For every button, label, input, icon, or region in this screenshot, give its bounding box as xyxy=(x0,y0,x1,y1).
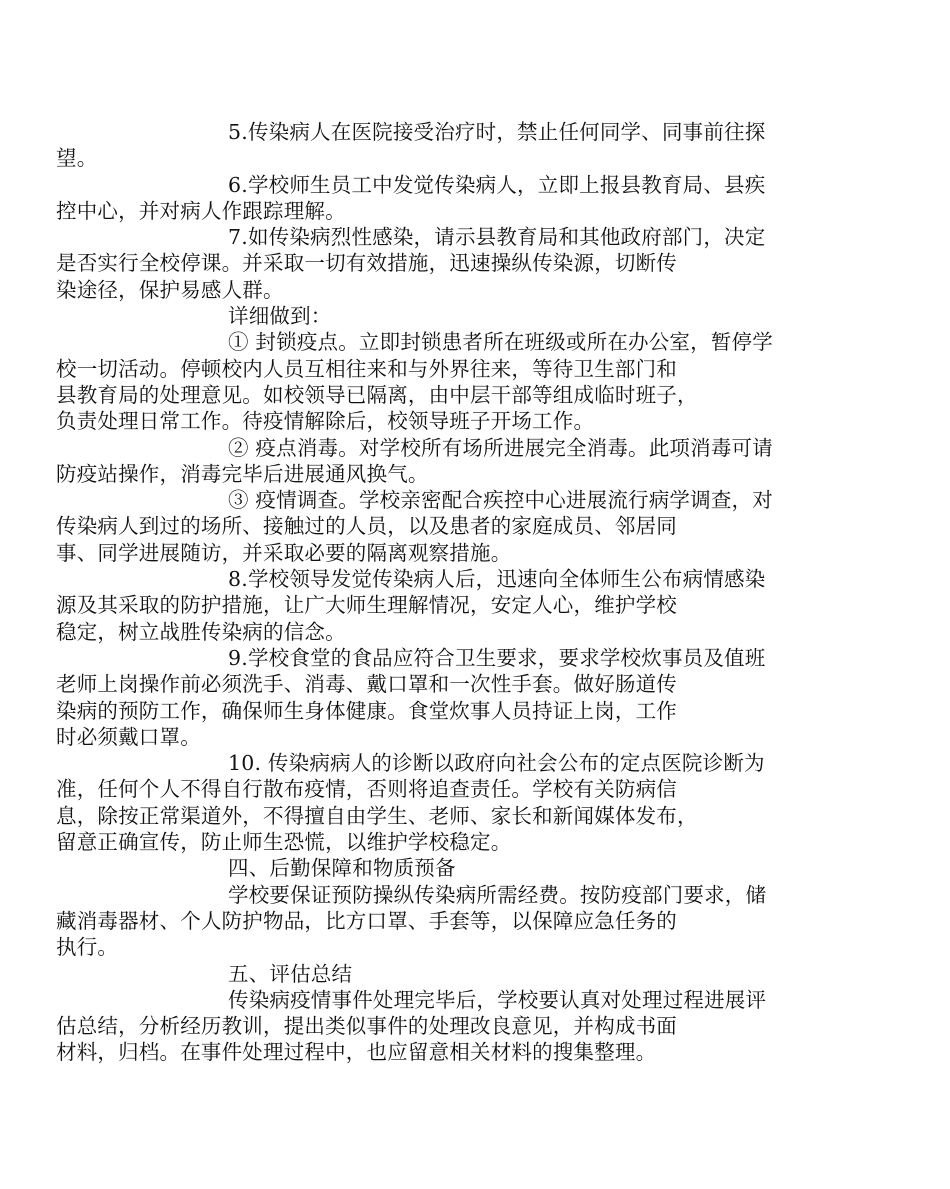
text-line: 事、同学进展随访，并采取必要的隔离观察措施。 xyxy=(56,540,512,565)
text-line: 6.学校师生员工中发觉传染病人，立即上报县教育局、县疾 xyxy=(228,172,766,197)
document-body xyxy=(56,119,816,1066)
text-line: 负责处理日常工作。待疫情解除后，校领导班子开场工作。 xyxy=(56,409,595,434)
text-line: 传染病人到过的场所、接触过的人员，以及患者的家庭成员、邻居同 xyxy=(56,514,677,539)
text-line: 稳定，树立战胜传染病的信念。 xyxy=(56,619,346,644)
paragraph xyxy=(142,303,816,329)
text-line: 藏消毒器材、个人防护物品，比方口罩、手套等，以保障应急任务的 xyxy=(56,908,677,933)
text-line: 9.学校食堂的食品应符合卫生要求，要求学校炊事员及值班 xyxy=(228,645,766,670)
paragraph xyxy=(56,750,816,855)
paragraph xyxy=(56,119,816,172)
text-line: 校一切活动。停顿校内人员互相往来和与外界往来，等待卫生部门和 xyxy=(56,356,677,381)
paragraph xyxy=(56,882,816,961)
text-line: 7.如传染病烈性感染，请示县教育局和其他政府部门，决定 xyxy=(228,225,766,250)
text-line: 8.学校领导发觉传染病人后，迅速向全体师生公布病情感染 xyxy=(228,567,766,592)
paragraph xyxy=(56,172,816,225)
text-line: 染病的预防工作，确保师生身体健康。食堂炊事人员持证上岗，工作 xyxy=(56,698,677,723)
text-line: 控中心，并对病人作跟踪理解。 xyxy=(56,198,346,223)
text-line: ① 封锁疫点。立即封锁患者所在班级或所在办公室，暂停学 xyxy=(228,330,773,355)
text-line: 详细做到： xyxy=(228,304,332,329)
text-line: 防疫站操作，消毒完毕后进展通风换气。 xyxy=(56,461,429,486)
text-line: 染途径，保护易感人群。 xyxy=(56,277,284,302)
paragraph xyxy=(56,566,816,645)
text-line: 五、评估总结 xyxy=(228,961,353,986)
text-line: ② 疫点消毒。对学校所有场所进展完全消毒。此项消毒可请 xyxy=(228,435,773,460)
text-line: 是否实行全校停课。并采取一切有效措施，迅速操纵传染源，切断传 xyxy=(56,251,677,276)
text-line: 留意正确宣传，防止师生恐慌，以维护学校稳定。 xyxy=(56,830,512,855)
paragraph xyxy=(56,329,816,434)
text-line: 10. 传染病病人的诊断以政府向社会公布的定点医院诊断为 xyxy=(228,751,765,776)
text-line: 息，除按正常渠道外，不得擅自由学生、老师、家长和新闻媒体发布， xyxy=(56,803,698,828)
text-line: 望。 xyxy=(56,146,98,171)
paragraph xyxy=(56,987,816,1066)
text-line: 县教育局的处理意见。如校领导已隔离，由中层干部等组成临时班子， xyxy=(56,382,698,407)
text-line: 源及其采取的防护措施，让广大师生理解情况，安定人心，维护学校 xyxy=(56,593,677,618)
text-line: 传染病疫情事件处理完毕后，学校要认真对处理过程进展评 xyxy=(228,987,767,1012)
paragraph xyxy=(56,645,816,750)
text-line: 老师上岗操作前必须洗手、消毒、戴口罩和一次性手套。做好肠道传 xyxy=(56,672,677,697)
paragraph xyxy=(56,435,816,488)
paragraph xyxy=(56,487,816,566)
text-line: 时必须戴口罩。 xyxy=(56,724,201,749)
text-line: 5.传染病人在医院接受治疗时，禁止任何同学、同事前往探 xyxy=(228,120,766,144)
paragraph xyxy=(142,961,816,987)
paragraph xyxy=(142,855,816,881)
text-line: 学校要保证预防操纵传染病所需经费。按防疫部门要求，储 xyxy=(228,882,767,907)
paragraph xyxy=(56,224,816,303)
text-line: 准，任何个人不得自行散布疫情，否则将追查责任。学校有关防病信 xyxy=(56,777,677,802)
text-line: 估总结，分析经历教训，提出类似事件的处理改良意见，并构成书面 xyxy=(56,1014,677,1039)
text-line: 四、后勤保障和物质预备 xyxy=(228,856,456,881)
text-line: 执行。 xyxy=(56,935,119,960)
text-line: 材料，归档。在事件处理过程中，也应留意相关材料的搜集整理。 xyxy=(56,1040,657,1065)
text-line: ③ 疫情调查。学校亲密配合疾控中心进展流行病学调查，对 xyxy=(228,488,773,513)
